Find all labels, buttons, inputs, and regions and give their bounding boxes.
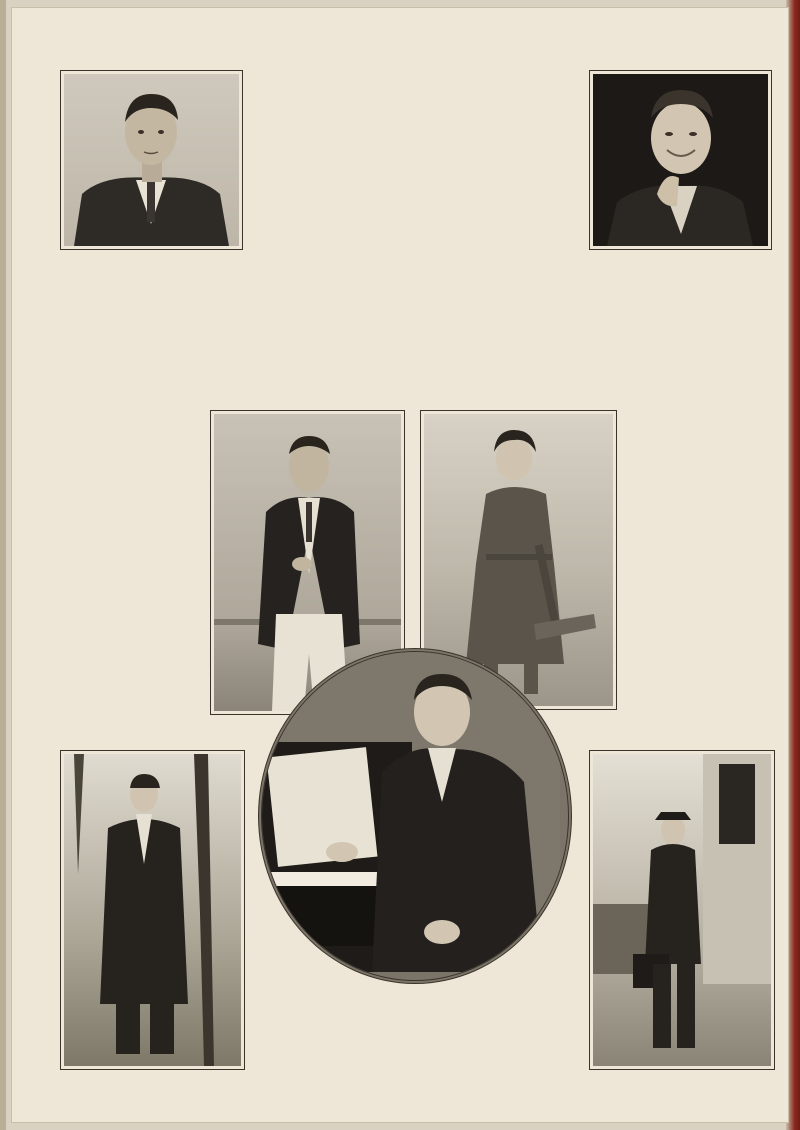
page-header	[60, 24, 82, 39]
photo-traver	[60, 750, 245, 1070]
pianist-figure	[262, 652, 560, 972]
patrolman-case-figure	[593, 754, 771, 1066]
binding-edge	[0, 0, 6, 1130]
photo-madison	[589, 70, 772, 250]
photo-camp	[60, 70, 243, 250]
cover-edge	[786, 0, 800, 1130]
portrait-figure	[593, 74, 768, 246]
portrait-figure	[64, 74, 239, 246]
photo-caspers	[589, 750, 775, 1070]
photo-hagerty	[258, 648, 572, 984]
patrolman-figure	[64, 754, 241, 1066]
